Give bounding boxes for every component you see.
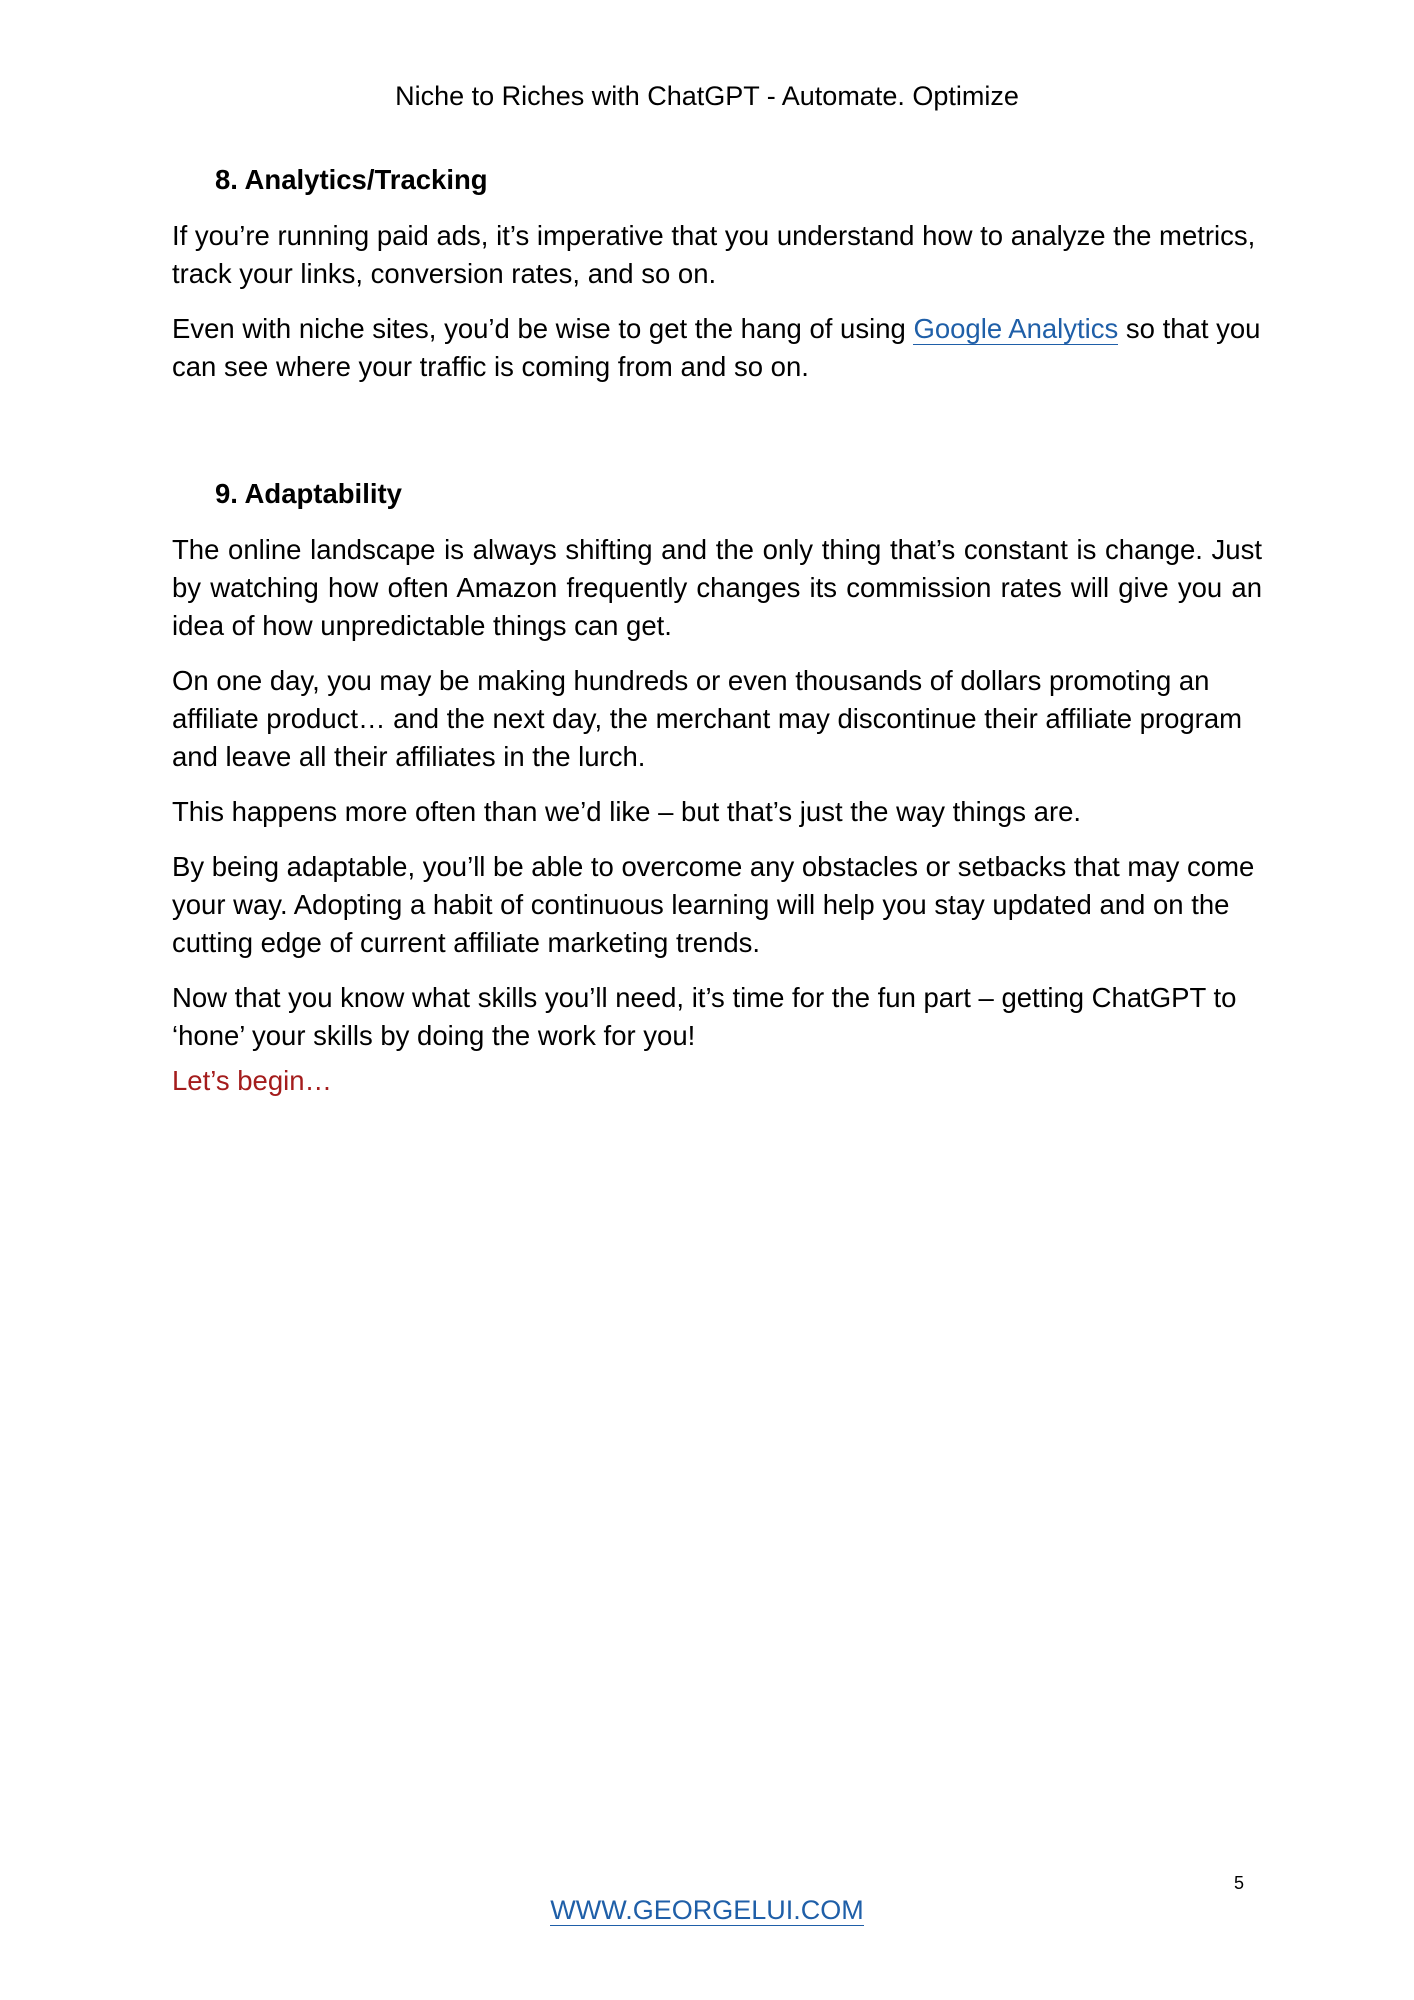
paragraph: The online landscape is always shifting and the only thing that’s constant is change. Just by watching how often Amazon frequently changes its commission rates will give you an idea of how unpredictable things can get. [172, 534, 1262, 641]
main-content [172, 162, 1262, 1100]
paragraph-text: Even with niche sites, you’d be wise to get the hang of using [172, 313, 914, 344]
paragraph-text: so that you can see where your traffic is coming from and so on. [172, 313, 1261, 382]
page-number: 5 [1234, 1873, 1245, 1893]
paragraph-with-link [172, 310, 1262, 386]
paragraph: By being adaptable, you’ll be able to overcome any obstacles or setbacks that may come your way. Adopting a habit of continuous learning will help you stay updated and on the cutting edge of current affiliate marketing trends. [172, 851, 1255, 958]
google-analytics-link[interactable]: Google Analytics [913, 313, 1119, 344]
website-link[interactable]: WWW.GEORGELUI.COM [550, 1895, 864, 1925]
footer [0, 1892, 1414, 1928]
call-to-action-text: Let’s begin… [172, 1065, 333, 1096]
paragraph: Now that you know what skills you’ll need, it’s time for the fun part – getting ChatGPT to ‘hone’ your skills by doing the work for you! [172, 982, 1237, 1051]
section-adaptability [172, 476, 1262, 1100]
section-heading: 8. Analytics/Tracking [215, 164, 488, 195]
paragraph: If you’re running paid ads, it’s imperative that you understand how to analyze the metrics, track your links, conversion rates, and so on. [172, 220, 1256, 289]
section-spacer [172, 403, 1262, 476]
section-heading: 9. Adaptability [215, 478, 402, 509]
paragraph: On one day, you may be making hundreds or even thousands of dollars promoting an affiliate product… and the next day, the merchant may discontinue their affiliate program and leave all their affiliates in the lurch. [172, 665, 1243, 772]
section-analytics-tracking [172, 162, 1262, 386]
paragraph: This happens more often than we’d like – but that’s just the way things are. [172, 796, 1082, 827]
page-header: Niche to Riches with ChatGPT - Automate. Optimize [395, 81, 1019, 111]
